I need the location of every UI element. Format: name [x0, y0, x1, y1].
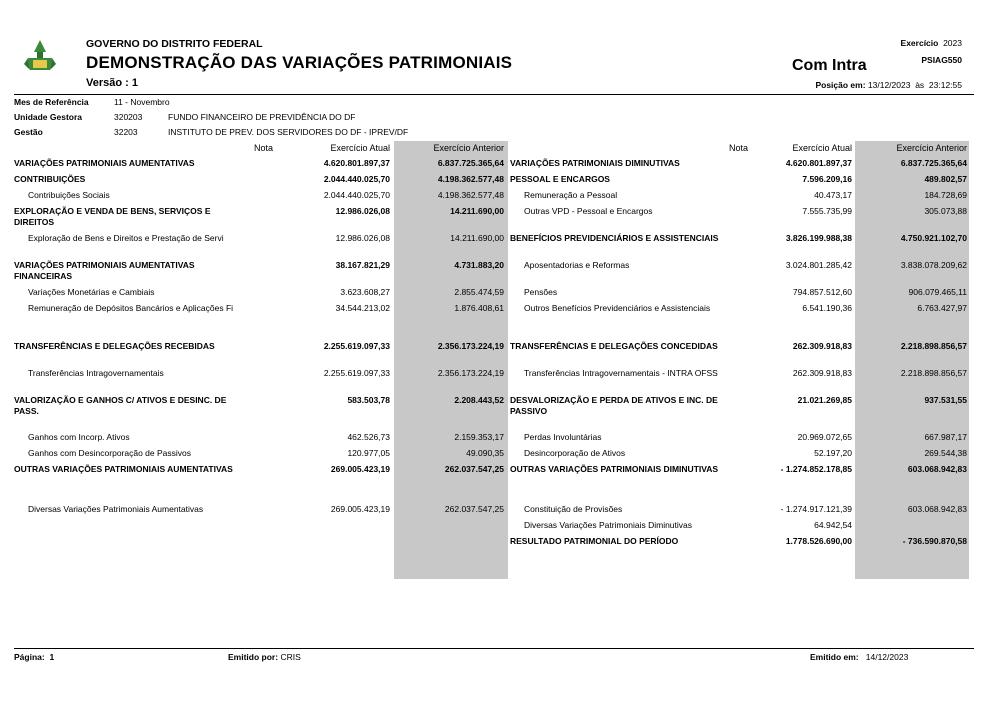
row-value-current: 3.826.199.988,38 [785, 233, 852, 243]
row-label: Perdas Involuntárias [524, 432, 602, 442]
ug-name: FUNDO FINANCEIRO DE PREVIDÊNCIA DO DF [168, 112, 356, 122]
row-label: Diversas Variações Patrimoniais Diminutivas [524, 520, 693, 530]
row-value-previous: 906.079.465,11 [908, 287, 967, 297]
row-label: Transferências Intragovernamentais - INTRA OFSS [524, 368, 718, 378]
gestao-name: INSTITUTO DE PREV. DOS SERVIDORES DO DF - IPREV/DF [168, 127, 409, 137]
mes-label: Mes de Referência [14, 97, 89, 107]
row-value-current: 21.021.269,85 [797, 395, 852, 405]
row-value-current: 2.255.619.097,33 [323, 368, 390, 378]
left-atual-header: Exercício Atual [330, 143, 390, 153]
ug-code: 320203 [114, 112, 143, 122]
row-label: VARIAÇÕES PATRIMONIAIS AUMENTATIVAS FINANCEIRAS [14, 260, 195, 281]
row-value-current: 583.503,78 [347, 395, 390, 405]
row-value-previous: 262.037.547,25 [444, 504, 504, 514]
row-value-previous: 49.090,35 [466, 448, 504, 458]
right-nota-header: Nota [729, 143, 749, 153]
row-value-current: 12.986.026,08 [335, 233, 390, 243]
row-label: Outras VPD - Pessoal e Encargos [524, 206, 653, 216]
row-value-previous: 489.802,57 [924, 174, 967, 184]
row-value-current: 794.857.512,60 [792, 287, 852, 297]
row-label: OUTRAS VARIAÇÕES PATRIMONIAIS AUMENTATIVAS [14, 464, 233, 474]
row-value-previous: 14.211.690,00 [450, 206, 504, 216]
left-nota-header: Nota [254, 143, 274, 153]
position-date: Posição em: 13/12/2023 às 23:12:55 [815, 80, 962, 90]
row-value-current: 4.620.801.897,37 [785, 158, 852, 168]
row-value-current: 7.596.209,16 [802, 174, 852, 184]
row-label: Remuneração a Pessoal [524, 190, 618, 200]
row-value-previous: 14.211.690,00 [450, 233, 504, 243]
row-label: Contribuições Sociais [28, 190, 110, 200]
row-value-previous: 2.218.898.856,57 [900, 368, 967, 378]
row-value-current: - 1.274.917.121,39 [780, 504, 852, 514]
right-anterior-header: Exercício Anterior [896, 143, 967, 153]
row-value-previous: 2.356.173.224,19 [437, 341, 504, 351]
issued-by: Emitido por: CRIS [228, 652, 301, 662]
row-value-previous: 2.159.353,17 [454, 432, 504, 442]
row-value-current: 1.778.526.690,00 [785, 536, 852, 546]
row-value-current: 3.623.608,27 [340, 287, 390, 297]
com-intra-label: Com Intra [792, 57, 867, 74]
row-label: CONTRIBUIÇÕES [14, 174, 86, 184]
row-label: Exploração de Bens e Direitos e Prestação de Servi [28, 233, 224, 243]
row-value-current: 262.309.918,83 [792, 368, 852, 378]
row-label: OUTRAS VARIAÇÕES PATRIMONIAIS DIMINUTIVAS [510, 464, 719, 474]
row-value-previous: 262.037.547,25 [444, 464, 504, 474]
row-label: Constituição de Provisões [524, 504, 623, 514]
right-atual-header: Exercício Atual [792, 143, 852, 153]
row-value-current: 34.544.213,02 [335, 303, 390, 313]
row-value-current: 6.541.190,36 [802, 303, 852, 313]
row-value-previous: 2.356.173.224,19 [437, 368, 504, 378]
row-label: RESULTADO PATRIMONIAL DO PERÍODO [510, 536, 679, 546]
row-value-current: 4.620.801.897,37 [323, 158, 390, 168]
row-label: Pensões [524, 287, 558, 297]
row-label: Remuneração de Depósitos Bancários e Aplicações Fi [28, 303, 234, 313]
row-value-current: 269.005.423,19 [330, 504, 390, 514]
row-value-current: 64.942,54 [814, 520, 852, 530]
row-value-current: 3.024.801.285,42 [785, 260, 852, 270]
row-value-previous: 269.544,38 [924, 448, 967, 458]
row-label: Outros Benefícios Previdenciários e Assistenciais [524, 303, 711, 313]
page-number: Página: 1 [14, 652, 55, 662]
row-label: Desincorporação de Ativos [524, 448, 626, 458]
row-value-previous: 6.763.427,97 [917, 303, 967, 313]
row-label: Variações Monetárias e Cambiais [28, 287, 155, 297]
ug-label: Unidade Gestora [14, 112, 83, 122]
row-value-current: 120.977,05 [347, 448, 390, 458]
row-label: VARIAÇÕES PATRIMONIAIS DIMINUTIVAS [510, 158, 680, 168]
row-label: BENEFÍCIOS PREVIDENCIÁRIOS E ASSISTENCIAIS [510, 233, 719, 243]
row-value-previous: 2.208.443,52 [454, 395, 504, 405]
government-name: GOVERNO DO DISTRITO FEDERAL [86, 38, 263, 50]
row-label: Transferências Intragovernamentais [28, 368, 164, 378]
gestao-code: 32203 [114, 127, 138, 137]
mes-value: 11 - Novembro [114, 97, 170, 107]
row-label: VALORIZAÇÃO E GANHOS C/ ATIVOS E DESINC. DE PASS. [14, 395, 227, 416]
row-value-previous: 2.218.898.856,57 [900, 341, 967, 351]
exercise-year: Exercício 2023 [900, 38, 962, 48]
row-value-current: 7.555.735,99 [802, 206, 852, 216]
footer-divider [14, 648, 974, 649]
row-value-previous: 1.876.408,61 [454, 303, 504, 313]
row-value-previous: 4.750.921.102,70 [900, 233, 967, 243]
row-label: Aposentadorias e Reformas [524, 260, 630, 270]
row-value-current: 40.473,17 [814, 190, 852, 200]
row-value-previous: 3.838.078.209,62 [900, 260, 967, 270]
version-label: Versão : 1 [86, 77, 138, 89]
row-value-previous: 4.198.362.577,48 [437, 190, 504, 200]
row-value-previous: 603.068.942,83 [907, 464, 967, 474]
row-label: EXPLORAÇÃO E VENDA DE BENS, SERVIÇOS E DIREITOS [14, 206, 211, 227]
gestao-label: Gestão [14, 127, 43, 137]
row-value-previous: 937.531,55 [924, 395, 967, 405]
row-label: VARIAÇÕES PATRIMONIAIS AUMENTATIVAS [14, 158, 195, 168]
row-value-previous: 184.728,69 [924, 190, 967, 200]
row-label: Ganhos com Incorp. Ativos [28, 432, 130, 442]
row-value-previous: - 736.590.870,58 [902, 536, 967, 546]
row-value-current: 2.044.440.025,70 [323, 190, 390, 200]
row-value-previous: 603.068.942,83 [907, 504, 967, 514]
header-divider [14, 94, 974, 95]
row-value-current: 269.005.423,19 [330, 464, 390, 474]
row-value-current: 12.986.026,08 [335, 206, 390, 216]
row-value-previous: 667.987,17 [924, 432, 967, 442]
row-value-previous: 6.837.725.365,64 [900, 158, 967, 168]
report-code: PSIAG550 [921, 55, 962, 65]
row-value-current: 20.969.072,65 [797, 432, 852, 442]
row-value-current: 2.044.440.025,70 [323, 174, 390, 184]
row-value-current: 2.255.619.097,33 [323, 341, 390, 351]
row-value-current: 462.526,73 [347, 432, 390, 442]
row-value-previous: 4.731.883,20 [454, 260, 504, 270]
row-value-current: 52.197,20 [814, 448, 852, 458]
coat-of-arms-logo [22, 38, 58, 78]
row-value-previous: 305.073,88 [924, 206, 967, 216]
row-value-previous: 2.855.474,59 [454, 287, 504, 297]
issued-date: Emitido em: 14/12/2023 [810, 652, 909, 662]
row-label: Diversas Variações Patrimoniais Aumentativas [28, 504, 204, 514]
row-label: PESSOAL E ENCARGOS [510, 174, 610, 184]
report-title: DEMONSTRAÇÃO DAS VARIAÇÕES PATRIMONIAIS [86, 53, 513, 72]
row-value-current: 38.167.821,29 [335, 260, 390, 270]
row-label: TRANSFERÊNCIAS E DELEGAÇÕES RECEBIDAS [14, 341, 215, 351]
row-value-previous: 4.198.362.577,48 [437, 174, 504, 184]
row-label: Ganhos com Desincorporação de Passivos [28, 448, 191, 458]
row-value-current: 262.309.918,83 [792, 341, 852, 351]
row-value-current: - 1.274.852.178,85 [780, 464, 852, 474]
left-anterior-header: Exercício Anterior [433, 143, 504, 153]
row-label: TRANSFERÊNCIAS E DELEGAÇÕES CONCEDIDAS [510, 341, 718, 351]
row-value-previous: 6.837.725.365,64 [437, 158, 504, 168]
row-label: DESVALORIZAÇÃO E PERDA DE ATIVOS E INC. DE PASSIVO [510, 395, 718, 416]
